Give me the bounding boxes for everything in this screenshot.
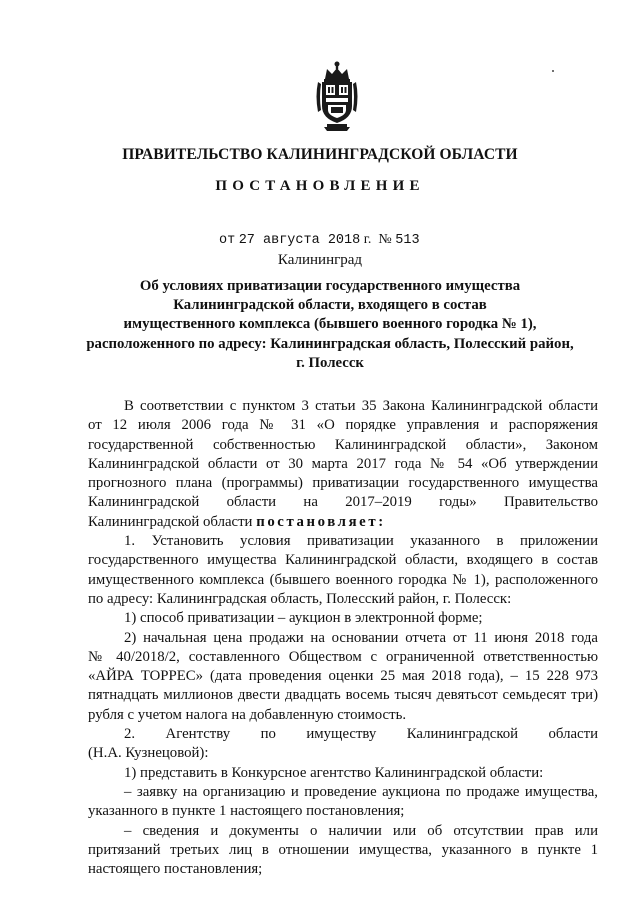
document-title (70, 277, 590, 373)
title-line: г. Полесск (296, 354, 364, 371)
document-number: 513 (395, 233, 420, 248)
body-line: – сведения и документы о наличии или об отсутствии прав или (124, 822, 598, 839)
body-line: В соответствии с пунктом 3 статьи 35 Закона Калининградской области (124, 398, 598, 414)
decree-verb: постановляет: (256, 513, 386, 530)
body-line: по адресу: Калининградская область, Полесский район, г. Полесск: (88, 590, 512, 607)
document-body (88, 397, 598, 879)
body-line: – заявку на организацию и проведение аукциона по продаже имущества, (124, 783, 598, 800)
body-line: указанного в пункте 1 настоящего постановления; (88, 803, 405, 820)
body-line: 1) способ приватизации – аукцион в электронной форме; (124, 610, 483, 627)
body-line: рубля с учетом налога на добавленную стоимость. (88, 706, 407, 723)
body-line: 1) представить в Конкурсное агентство Калининградской области: (124, 764, 544, 781)
title-line: Калининградской области, входящего в состав (173, 297, 487, 314)
title-line: Об условиях приватизации государственного имущества (139, 278, 521, 294)
city: Калининград (277, 252, 363, 268)
body-line: имущественного комплекса (бывшего военного городка № 1), расположенного (88, 571, 598, 588)
body-line: «АЙРА ТОРРЕС» (дата проведения оценки 25 мая 2018 года), – 15 228 973 (88, 668, 598, 685)
body-line: (Н.А. Кузнецовой): (88, 745, 209, 762)
body-line: пятнадцать миллионов двести двадцать восемь тысяч девятьсот семьдесят три) (88, 687, 598, 704)
body-line: Калининградской области от 30 марта 2017 года № 54 «Об утверждении (88, 455, 598, 472)
body-line: 2) начальная цена продажи на основании отчета от 11 июня 2018 года (124, 629, 598, 646)
body-line: государственного имущества Калининградской области, входящего в состав (88, 552, 598, 569)
body-text: Калининградской области (88, 513, 253, 530)
body-line: № 40/2018/2, составленного Обществом с ограниченной ответственностью (88, 648, 598, 665)
number-sign: № (378, 232, 392, 247)
body-line: прогнозного плана (программы) приватизации государственного имущества (88, 475, 598, 492)
body-line (88, 513, 598, 532)
body-line: настоящего постановления; (88, 861, 263, 878)
body-line: государственной собственностью Калининградской области», Законом (88, 436, 598, 453)
document-type-heading: ПОСТАНОВЛЕНИЕ (215, 178, 425, 194)
title-line: имущественного комплекса (бывшего военного городка № 1), (123, 316, 537, 333)
date-prefix: от (219, 233, 236, 248)
body-line: 1. Установить условия приватизации указанного в приложении (124, 533, 598, 550)
date-value: 27 августа 2018 (238, 233, 361, 248)
body-line: 2. Агентству по имуществу Калининградской области (124, 726, 598, 743)
scan-speck (552, 70, 554, 72)
date-number-line (219, 232, 420, 248)
coat-of-arms-icon (314, 60, 360, 132)
title-line: расположенного по адресу: Калининградская область, Полесский район, (86, 335, 574, 352)
body-line: от 12 июля 2006 года № 31 «О порядке управления и распоряжения (88, 417, 598, 434)
body-line: притязаний третьих лиц в отношении имущества, указанного в пункте 1 (88, 841, 598, 858)
government-heading: ПРАВИТЕЛЬСТВО КАЛИНИНГРАДСКОЙ ОБЛАСТИ (122, 146, 518, 163)
body-line: Калининградской области на 2017–2019 годы» Правительство (88, 494, 598, 511)
year-suffix: г. (363, 232, 372, 247)
